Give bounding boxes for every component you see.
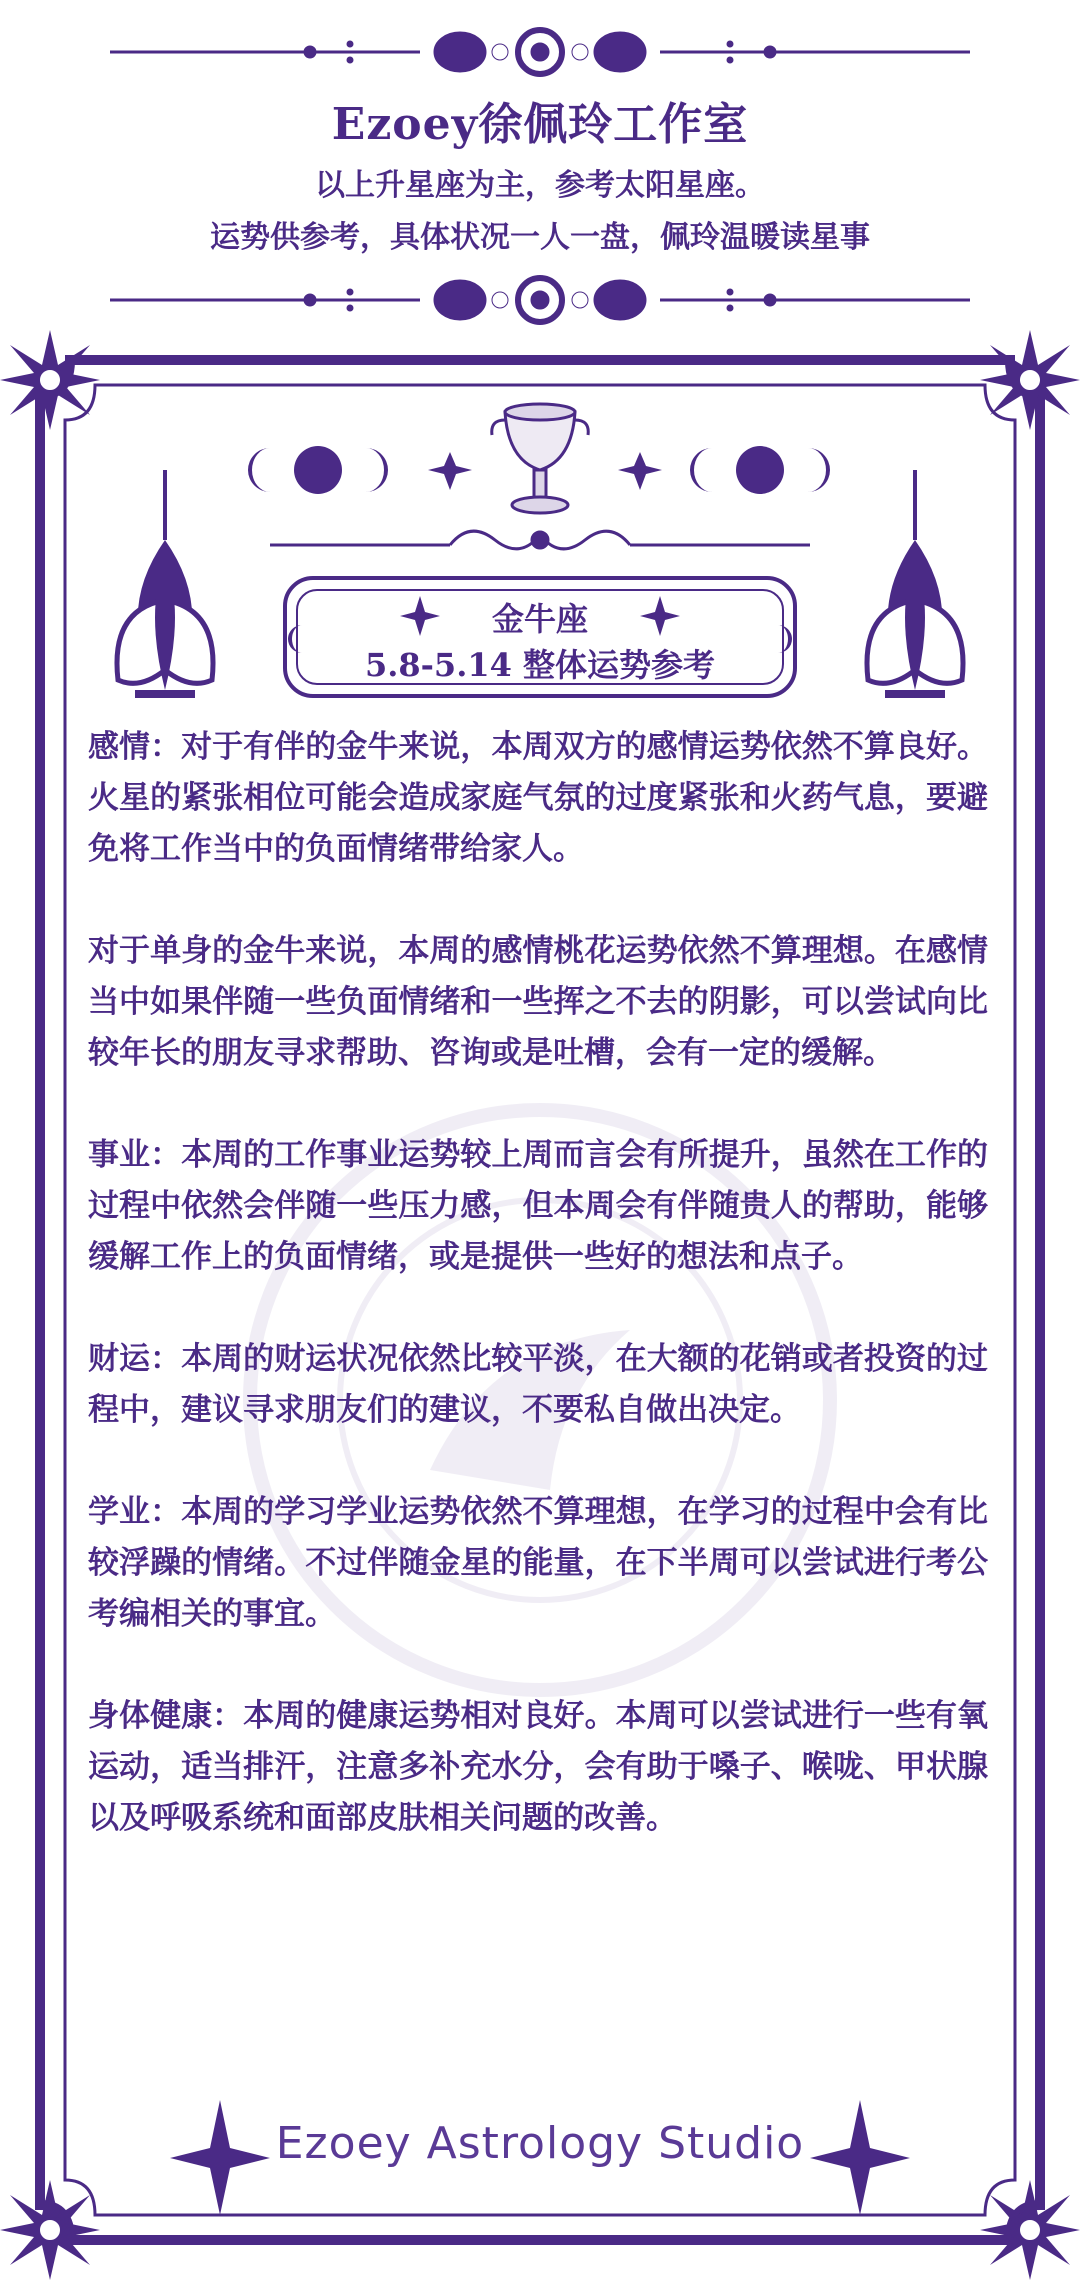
subtitle-line-2: 运势供参考，具体状况一人一盘，佩玲温暖读星事 [210,220,870,255]
chalice-icon [492,404,588,513]
corner-star-icon [980,2180,1080,2280]
footer-brand: Ezoey Astrology Studio [275,2118,805,2169]
study-paragraph: 学业：本周的学习学业运势依然不算理想，在学习的过程中会有比较浮躁的情绪。不过伴随金星的能量，在下半周可以尝试进行考公考编相关的事宜。 [88,1494,988,1632]
moon-phase-icon [690,446,830,494]
love-paragraph-couples: 感情：对于有伴的金牛来说，本周双方的感情运势依然不算良好。火星的紧张相位可能会造成家庭气氛的过度紧张和火药气息，要避免将工作当中的负面情绪带给家人。 [88,729,988,867]
moon-phase-icon [248,446,388,494]
studio-title: Ezoey徐佩玲工作室 [331,99,749,150]
career-paragraph: 事业：本周的工作事业运势较上周而言会有所提升，虽然在工作的过程中依然会伴随一些压力感，但本周会有伴随贵人的帮助，能够缓解工作上的负面情绪，或是提供一些好的想法和点子。 [88,1137,988,1275]
health-paragraph: 身体健康：本周的健康运势相对良好。本周可以尝试进行一些有氧运动，适当排汗，注意多补充水分，会有助于嗓子、喉咙、甲状腺以及呼吸系统和面部皮肤相关问题的改善。 [88,1698,988,1836]
star-icon [428,452,472,490]
love-paragraph-singles: 对于单身的金牛来说，本周的感情桃花运势依然不算理想。在感情当中如果伴随一些负面情绪和一些挥之不去的阴影，可以尝试向比较年长的朋友寻求帮助、咨询或是吐槽，会有一定的缓解。 [88,933,988,1071]
subtitle-line-1: 以上升星座为主，参考太阳星座。 [315,168,765,203]
corner-star-icon [0,2180,100,2280]
lotus-icon [117,470,213,698]
star-icon [618,452,662,490]
forecast-content [88,722,988,1895]
forecast-period: 5.8-5.14 整体运势参考 [364,646,716,684]
zodiac-sign-title: 金牛座 [491,600,588,638]
flourish-icon [270,531,810,549]
lotus-icon [867,470,963,698]
finance-paragraph: 财运：本周的财运状况依然比较平淡，在大额的花销或者投资的过程中，建议寻求朋友们的建议，不要私自做出决定。 [88,1341,988,1428]
